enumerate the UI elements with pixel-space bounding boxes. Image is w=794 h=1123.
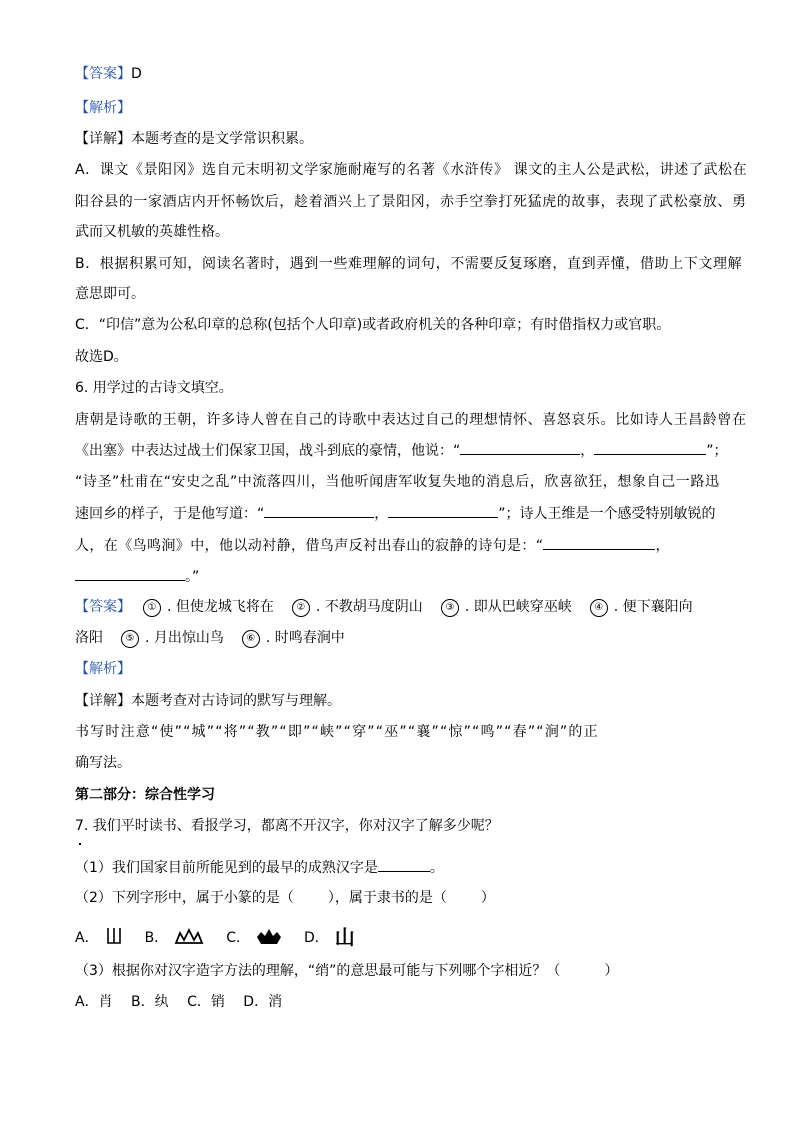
text-segment: （1）我们国家目前所能见到的最早的成熟汉字是 <box>75 860 378 876</box>
stray-dot <box>79 843 81 845</box>
q6-title: 6. 用学过的古诗文填空。 <box>75 380 233 396</box>
text-segment: ），属于隶书的是（ <box>327 890 447 906</box>
q6-note-line2: 确写法。 <box>75 755 131 771</box>
text-segment: ） <box>480 890 495 906</box>
text-segment: 。” <box>185 569 200 585</box>
q6-paragraph-line6 <box>75 566 199 587</box>
answer-blank <box>264 503 374 518</box>
answer-blank <box>75 566 185 581</box>
text-segment: 人，在《鸟鸣涧》中，他以动衬静，借鸟声反衬出春山的寂静的诗句是：“ <box>75 538 544 554</box>
text-segment: ， <box>580 443 595 459</box>
q7-sub1 <box>75 857 444 878</box>
answer-number: ③ <box>441 599 459 617</box>
q7-sub3 <box>75 961 618 981</box>
q6-answer-line2 <box>75 628 345 648</box>
answer-text: . 便下襄阳向 <box>613 599 693 615</box>
q6-paragraph-line2 <box>75 440 728 461</box>
answer-number: ② <box>292 599 310 617</box>
q5-conclusion: 故选D。 <box>75 349 128 365</box>
answer-text: . 时鸣春涧中 <box>265 630 345 646</box>
q5-answer-line <box>75 64 142 84</box>
q5-option-b-line1: B．根据积累可知，阅读名著时，遇到一些难理解的词句，不需要反复琢磨，直到弄懂，借助上下文理解 <box>75 256 743 272</box>
seal-mountain-icon <box>174 928 204 952</box>
q6-detail-line <box>75 691 341 711</box>
detail-tag: 【详解】 <box>75 131 131 147</box>
q6-paragraph-line5 <box>75 535 669 556</box>
text-segment: ， <box>374 506 389 522</box>
answer-text: . 即从巴峡穿巫峡 <box>464 599 572 615</box>
answer-number: ⑥ <box>242 630 260 648</box>
q7-char-options: A．肖 B．纨 C．销 D．消 <box>75 994 283 1010</box>
answer-wrap: 洛阳 <box>75 630 103 646</box>
detail-tag: 【详解】 <box>75 693 131 709</box>
option-label: C． <box>226 930 250 946</box>
bronze-mountain-icon <box>256 928 282 952</box>
text-segment: 速回乡的样子，于是他写道：“ <box>75 506 265 522</box>
q5-option-c-line: C．“印信”意为公私印章的总称(包括个人印章)或者政府机关的各种印章；有时借指权力或官职。 <box>75 317 671 333</box>
clerical-mountain-glyph: 山 <box>334 925 355 949</box>
q5-option-a-line3: 武而又机敏的英雄性格。 <box>75 224 229 240</box>
answer-number: ④ <box>590 599 608 617</box>
part2-heading: 第二部分：综合性学习 <box>75 787 215 803</box>
q7-title: 7. 我们平时读书、看报学习，都离不开汉字，你对汉字了解多少呢？ <box>75 818 499 834</box>
answer-number: ① <box>143 599 161 617</box>
answer-blank <box>543 535 655 550</box>
q6-paragraph-line3: “诗圣”杜甫在“安史之乱”中流落四川，当他听闻唐军收复失地的消息后，欣喜欲狂，想象自己一路迅 <box>75 474 720 490</box>
answer-text: . 月出惊山鸟 <box>145 630 224 646</box>
q6-paragraph-line1: 唐朝是诗歌的王朝，许多诗人曾在自己的诗歌中表达过自己的理想情怀、喜怒哀乐。比如诗人王昌龄曾在 <box>75 412 747 428</box>
q7-sub2 <box>75 888 495 908</box>
q7-glyph-options <box>75 926 377 952</box>
answer-text: . 不教胡马度阴山 <box>315 599 423 615</box>
answer-tag: 【答案】 <box>75 66 131 82</box>
answer-value: D <box>131 66 142 82</box>
q5-analysis-tag: 【解析】 <box>75 100 131 116</box>
text-segment: ） <box>604 963 619 979</box>
answer-text: . 但使龙城飞将在 <box>167 599 274 615</box>
q6-analysis-tag: 【解析】 <box>75 661 131 677</box>
answer-blank <box>378 857 430 872</box>
answer-number: ⑤ <box>121 630 139 648</box>
answer-blank <box>460 440 580 455</box>
option-label: B． <box>144 930 169 946</box>
text-segment: ”；诗人王维是一个感受特别敏锐的 <box>498 506 716 522</box>
detail-text: 本题考查的是文学常识积累。 <box>131 131 313 147</box>
q6-paragraph-line4 <box>75 503 716 524</box>
text-segment: ， <box>655 538 670 554</box>
text-segment: ”； <box>706 443 728 459</box>
q5-detail-line <box>75 129 313 149</box>
text-segment: （3）根据你对汉字造字方法的理解，“绡”的意思最可能与下列哪个字相近？（ <box>75 963 561 979</box>
option-label: A． <box>75 930 99 946</box>
answer-blank <box>594 440 706 455</box>
q6-answer-line <box>75 597 693 617</box>
oracle-shan-icon <box>105 926 123 952</box>
q5-option-a-line2: 阳谷县的一家酒店内开怀畅饮后，趁着酒兴上了景阳冈，赤手空拳打死猛虎的故事，表现了武松豪放、勇 <box>75 194 747 210</box>
text-segment: 。 <box>429 860 444 876</box>
text-segment: 《出塞》中表达过战士们保家卫国，战斗到底的豪情，他说：“ <box>75 443 461 459</box>
answer-tag: 【答案】 <box>75 599 131 615</box>
answer-blank <box>388 503 498 518</box>
option-label: D． <box>303 930 329 946</box>
text-segment: （2）下列字形中，属于小篆的是（ <box>75 890 294 906</box>
q6-note-line1: 书写时注意“使”“城”“将”“教”“即”“峡”“穿”“巫”“襄”“惊”“鸣”“春”“涧”的正 <box>75 724 599 740</box>
detail-text: 本题考查对古诗词的默写与理解。 <box>131 693 341 709</box>
q5-option-b-line2: 意思即可。 <box>75 286 145 302</box>
q5-option-a-line1: A．课文《景阳冈》选自元末明初文学家施耐庵写的名著《水浒传》 课文的主人公是武松，讲述了武松在 <box>75 162 748 178</box>
